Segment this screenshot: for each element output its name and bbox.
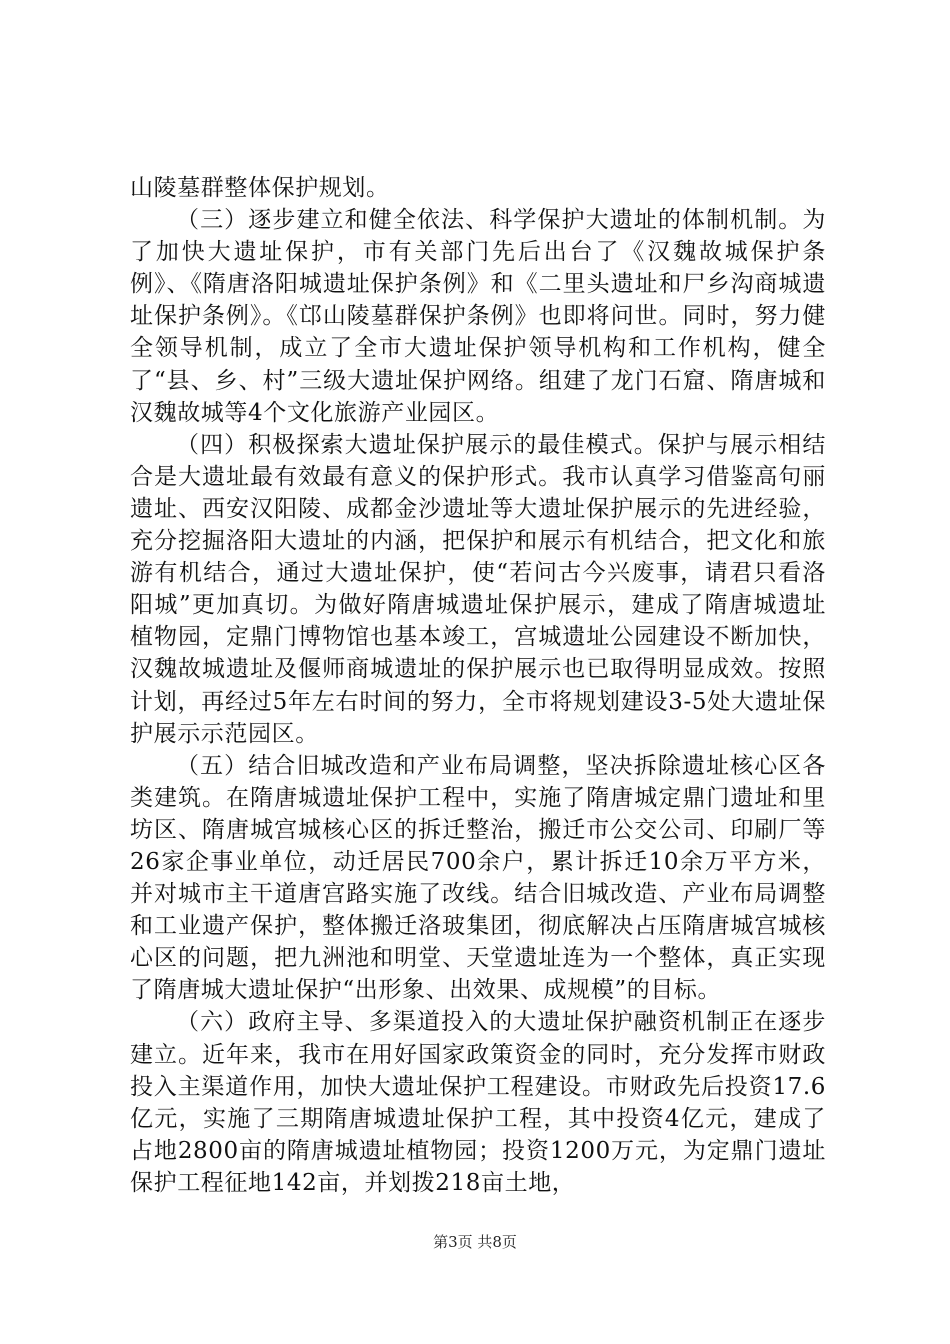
page-footer: 第3页 共8页: [433, 1233, 517, 1251]
paragraph-section-5: （五）结合旧城改造和产业布局调整，坚决拆除遗址核心区各类建筑。在隋唐城遗址保护工程中，实施了隋唐城定鼎门遗址和里坊区、隋唐城宫城核心区的拆迁整治，搬迁市公交公司、印刷厂等26家企事业单位，动迁居民700余户，累计拆迁10余万平方米，并对城市主干道唐宫路实施了改线。结合旧城改造、产业布局调整和工业遗产保护，整体搬迁洛玻集团，彻底解决占压隋唐城宫城核心区的问题，把九洲池和明堂、天堂遗址连为一个整体，真正实现了隋唐城大遗址保护“出形象、出效果、成规模”的目标。: [130, 752, 826, 1004]
paragraph-section-6: （六）政府主导、多渠道投入的大遗址保护融资机制正在逐步建立。近年来，我市在用好国家政策资金的同时，充分发挥市财政投入主渠道作用，加快大遗址保护工程建设。市财政先后投资17.6亿元，实施了三期隋唐城遗址保护工程，其中投资4亿元，建成了占地2800亩的隋唐城遗址植物园；投资1200万元，为定鼎门遗址保护工程征地142亩，并划拨218亩土地，: [130, 1009, 826, 1196]
paragraph-section-4: （四）积极探索大遗址保护展示的最佳模式。保护与展示相结合是大遗址最有效最有意义的保护形式。我市认真学习借鉴高句丽遗址、西安汉阳陵、成都金沙遗址等大遗址保护展示的先进经验，充分挖掘洛阳大遗址的内涵，把保护和展示有机结合，把文化和旅游有机结合，通过大遗址保护，使“若问古今兴废事，请君只看洛阳城”更加真切。为做好隋唐城遗址保护展示，建成了隋唐城遗址植物园，定鼎门博物馆也基本竣工，宫城遗址公园建设不断加快，汉魏故城遗址及偃师商城遗址的保护展示也已取得明显成效。按照计划，再经过5年左右时间的努力，全市将规划建设3-5处大遗址保护展示示范园区。: [130, 431, 826, 747]
document-body: [130, 172, 826, 1199]
paragraph-section-3: （三）逐步建立和健全依法、科学保护大遗址的体制机制。为了加快大遗址保护，市有关部门先后出台了《汉魏故城保护条例》、《隋唐洛阳城遗址保护条例》和《二里头遗址和尸乡沟商城遗址保护条例》。《邙山陵墓群保护条例》也即将问世。同时，努力健全领导机制，成立了全市大遗址保护领导机构和工作机构，健全了“县、乡、村”三级大遗址保护网络。组建了龙门石窟、隋唐城和汉魏故城等4个文化旅游产业园区。: [130, 207, 826, 426]
paragraph-continuation: 山陵墓群整体保护规划。: [130, 175, 390, 201]
